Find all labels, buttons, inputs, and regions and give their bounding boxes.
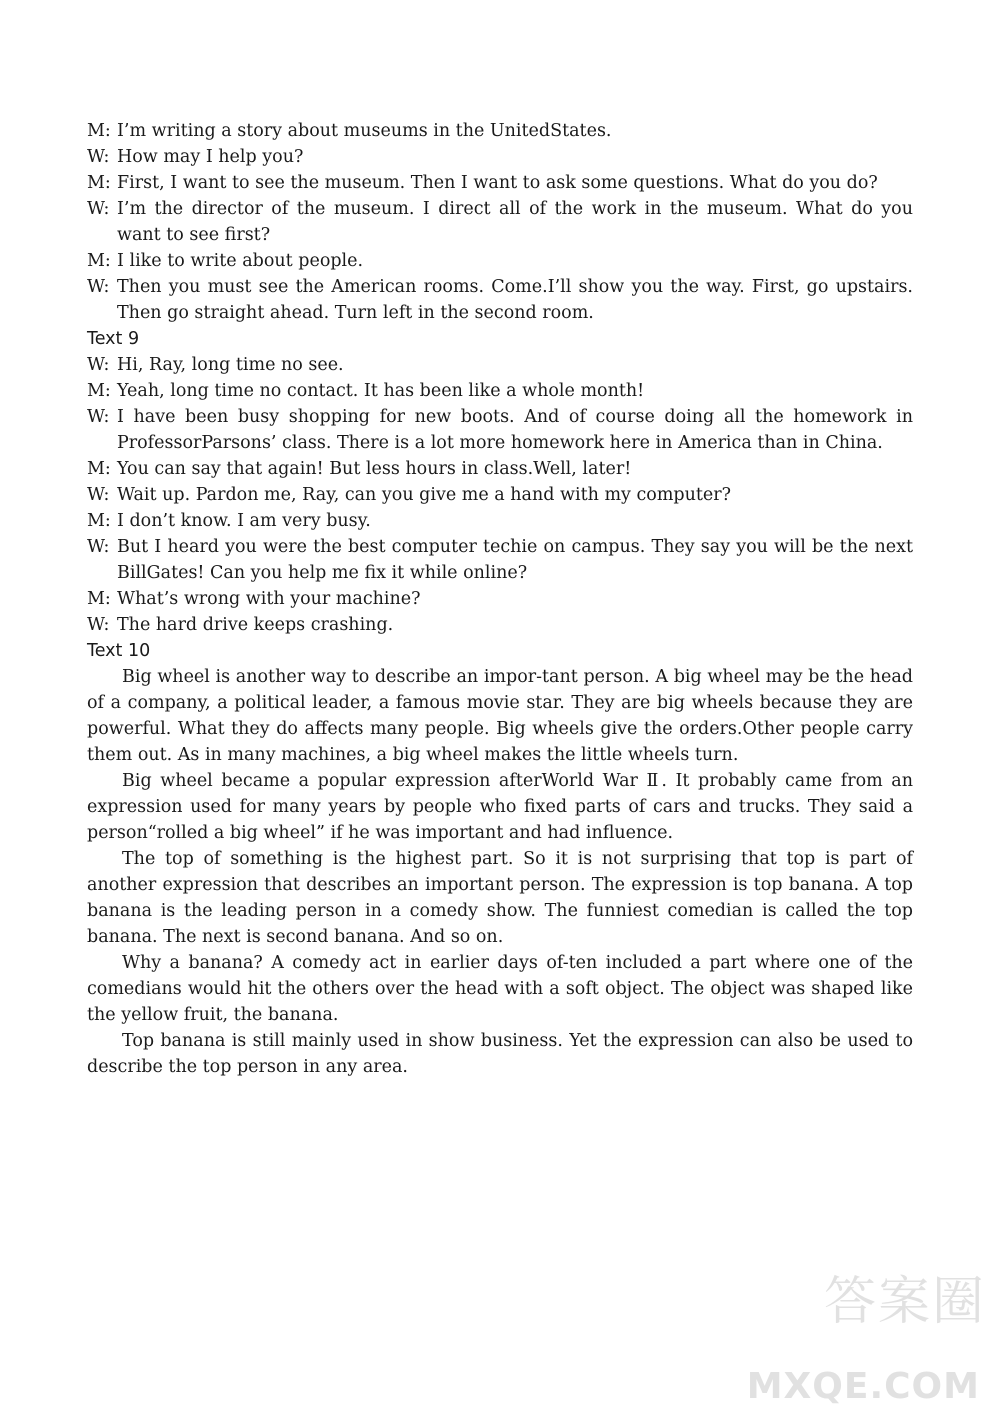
speaker: W:: [87, 199, 110, 219]
watermark-url: MXQE.COM: [746, 1366, 980, 1407]
utterance: I don’t know. I am very busy.: [117, 511, 371, 531]
section-heading-text-10: Text 10: [87, 641, 151, 661]
watermark: [746, 1267, 986, 1407]
watermark-logo-text: 答案圈: [823, 1272, 986, 1332]
dialogue-line: [87, 456, 913, 482]
utterance: I’m the director of the museum. I direct all of the work in the museum. What do you want to see first?: [117, 199, 913, 245]
speaker: W:: [87, 485, 110, 505]
utterance: I’m writing a story about museums in the UnitedStates.: [117, 121, 612, 141]
dialogue-line: [87, 612, 913, 638]
dialogue-line: [87, 404, 913, 456]
speaker: M:: [87, 173, 111, 193]
utterance: What’s wrong with your machine?: [117, 589, 421, 609]
dialogue-line: [87, 144, 913, 170]
utterance: I have been busy shopping for new boots. And of course doing all the homework in ProfessorParsons’ class. There is a lot more homework here in America than in China.: [117, 407, 913, 453]
speaker: M:: [87, 459, 111, 479]
speaker: M:: [87, 511, 111, 531]
utterance: How may I help you?: [117, 147, 304, 167]
document-body: [87, 118, 913, 1080]
utterance: Hi, Ray, long time no see.: [117, 355, 344, 375]
dialogue-line: [87, 274, 913, 326]
dialogue-line: [87, 508, 913, 534]
utterance: The hard drive keeps crashing.: [117, 615, 394, 635]
dialogue-line: [87, 196, 913, 248]
dialogue-line: [87, 352, 913, 378]
utterance: I like to write about people.: [117, 251, 364, 271]
speaker: M:: [87, 589, 111, 609]
speaker: M:: [87, 251, 111, 271]
paragraph: The top of something is the highest part. So it is not surprising that top is part of another expression that describes an important person. The expression is top banana. A top banana is the leading person in a comedy show. The funniest comedian is called the top banana. The next is second banana. And so on.: [87, 849, 913, 947]
dialogue-line: [87, 586, 913, 612]
section-heading-text-9: Text 9: [87, 329, 140, 349]
dialogue-line: [87, 170, 913, 196]
utterance: Yeah, long time no contact. It has been like a whole month!: [117, 381, 645, 401]
utterance: Wait up. Pardon me, Ray, can you give me a hand with my computer?: [117, 485, 732, 505]
text-9-dialogue: [87, 352, 913, 638]
utterance: Then you must see the American rooms. Come.I’ll show you the way. First, go upstairs. Then go straight ahead. Turn left in the second room.: [117, 277, 913, 323]
paragraph: Big wheel became a popular expression afterWorld War Ⅱ. It probably came from an expression used for many years by people who fixed parts of cars and trucks. They said a person“rolled a big wheel” if he was important and had influence.: [87, 771, 913, 843]
dialogue-line: [87, 248, 913, 274]
paragraph: Why a banana? A comedy act in earlier days of-ten included a part where one of the comedians would hit the others over the head with a soft object. The object was shaped like the yellow fruit, the banana.: [87, 953, 913, 1025]
speaker: W:: [87, 537, 110, 557]
paragraph: Big wheel is another way to describe an impor-tant person. A big wheel may be the head of a company, a political leader, a famous movie star. They are big wheels because they are powerful. What they do affects many people. Big wheels give the orders.Other people carry them out. As in many machines, a big wheel makes the little wheels turn.: [87, 667, 913, 765]
speaker: W:: [87, 277, 110, 297]
speaker: W:: [87, 407, 110, 427]
speaker: W:: [87, 355, 110, 375]
speaker: W:: [87, 147, 110, 167]
speaker: W:: [87, 615, 110, 635]
utterance: First, I want to see the museum. Then I want to ask some questions. What do you do?: [117, 173, 878, 193]
paragraph: Top banana is still mainly used in show business. Yet the expression can also be used to describe the top person in any area.: [87, 1031, 913, 1077]
dialogue-line: [87, 378, 913, 404]
dialogue-intro: [87, 118, 913, 326]
text-10-passage: [87, 664, 913, 1080]
dialogue-line: [87, 534, 913, 586]
speaker: M:: [87, 381, 111, 401]
speaker: M:: [87, 121, 111, 141]
utterance: You can say that again! But less hours in class.Well, later!: [117, 459, 632, 479]
dialogue-line: [87, 118, 913, 144]
dialogue-line: [87, 482, 913, 508]
utterance: But I heard you were the best computer techie on campus. They say you will be the next BillGates! Can you help me fix it while online?: [117, 537, 913, 583]
